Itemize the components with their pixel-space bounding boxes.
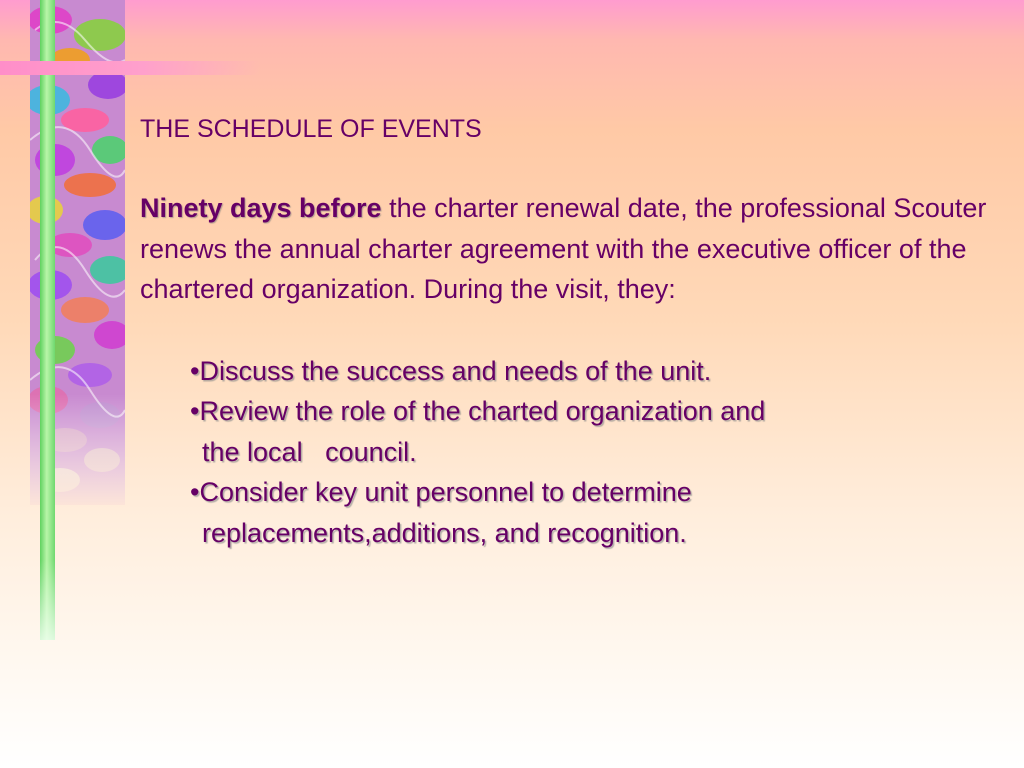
bullet-continuation: replacements,additions, and recognition. <box>202 517 687 548</box>
bullet-line: •Consider key unit personnel to determine <box>190 477 692 507</box>
bullet-continuation: the local council. <box>202 436 417 467</box>
bullet-item <box>190 351 1000 392</box>
bullet-item <box>190 472 1000 553</box>
bullet-line: •Review the role of the charted organization and <box>190 396 766 426</box>
green-bar-fade <box>40 560 55 640</box>
intro-paragraph <box>140 188 1000 310</box>
bullet-list <box>140 351 1000 554</box>
slide-content <box>140 112 1000 553</box>
intro-rest: the charter renewal date, the professional Scouter renews the annual charter agreement with the executive officer of the chartered organization. During the visit, they: <box>140 193 987 304</box>
bullet-line: •Discuss the success and needs of the unit. <box>190 355 712 386</box>
bullet-item <box>190 391 1000 472</box>
green-vertical-bar <box>40 0 55 640</box>
pink-horizontal-accent-line <box>0 61 260 75</box>
intro-lead: Ninety days before <box>140 193 382 223</box>
slide-title: THE SCHEDULE OF EVENTS <box>140 115 482 143</box>
